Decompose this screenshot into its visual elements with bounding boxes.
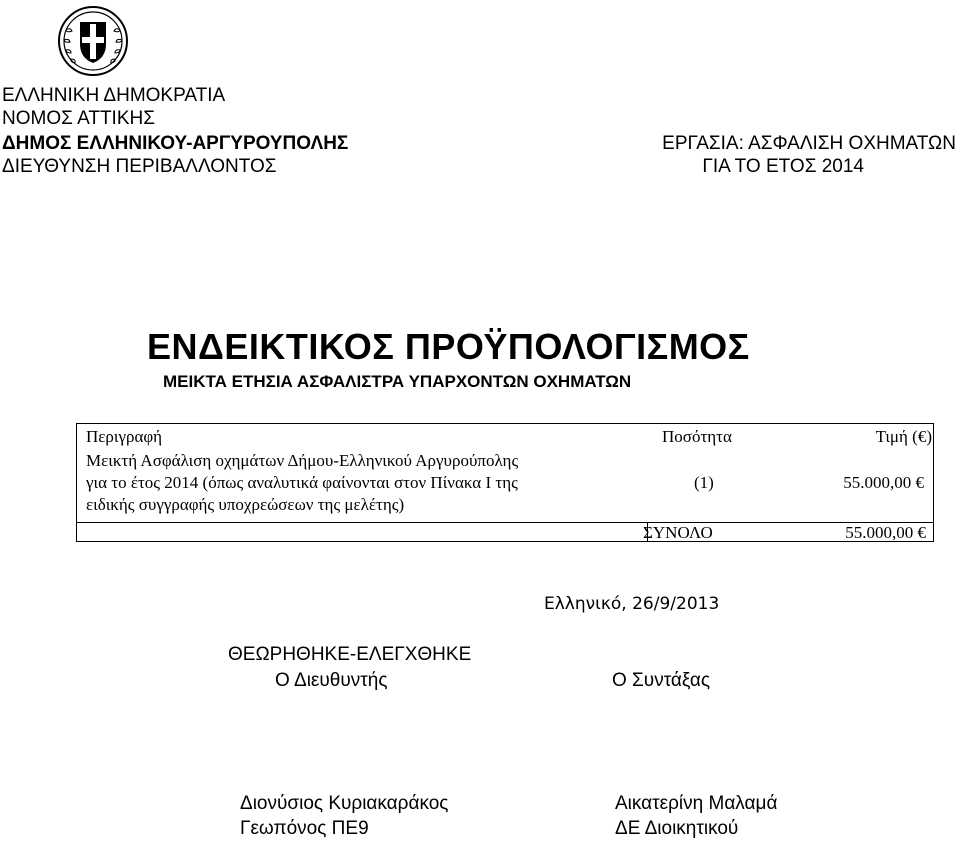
row-description-line3: ειδικής συγγραφής υποχρεώσεων της μελέτης)	[86, 495, 405, 514]
author-role: Ο Συντάξας	[612, 670, 711, 691]
greek-emblem-icon	[56, 4, 130, 78]
director-role: Ο Διευθυντής	[275, 670, 388, 691]
row-description-line1: Μεικτή Ασφάλιση οχημάτων Δήμου-Ελληνικού Αργυρούπολης	[86, 451, 519, 470]
header-line-prefecture: ΝΟΜΟΣ ΑΤΤΙΚΗΣ	[2, 108, 155, 129]
page-title: ΕΝΔΕΙΚΤΙΚΟΣ ΠΡΟΫΠΟΛΟΓΙΣΜΟΣ	[147, 326, 750, 367]
director-name: Διονύσιος Κυριακαράκος	[240, 793, 449, 814]
row-quantity: (1)	[694, 473, 714, 492]
header-project: ΕΡΓΑΣΙΑ: ΑΣΦΑΛΙΣΗ ΟΧΗΜΑΤΩΝ	[662, 133, 956, 154]
column-header-description: Περιγραφή	[86, 427, 163, 446]
column-header-price: Τιμή (€)	[875, 427, 932, 446]
author-name: Αικατερίνη Μαλαμά	[615, 793, 778, 814]
approval-heading: ΘΕΩΡΗΘΗΚΕ-ΕΛΕΓΧΘΗΚΕ	[228, 644, 472, 665]
budget-table	[76, 423, 934, 542]
total-value: 55.000,00 €	[845, 523, 926, 542]
row-description-line2: για το έτος 2014 (όπως αναλυτικά φαίνονται στον Πίνακα Ι της	[86, 473, 518, 492]
header-year: ΓΙΑ ΤΟ ΕΤΟΣ 2014	[702, 156, 864, 177]
table-total-divider	[76, 522, 934, 523]
header-line-country: ΕΛΛΗΝΙΚΗ ΔΗΜΟΚΡΑΤΙΑ	[2, 85, 226, 106]
total-label: ΣΥΝΟΛΟ	[643, 523, 713, 542]
director-title: Γεωπόνος ΠΕ9	[240, 818, 369, 839]
date-line: Ελληνικό, 26/9/2013	[544, 594, 720, 614]
row-price: 55.000,00 €	[843, 473, 924, 492]
author-title: ΔΕ Διοικητικού	[615, 818, 739, 839]
header-line-municipality: ΔΗΜΟΣ ΕΛΛΗΝΙΚΟΥ-ΑΡΓΥΡΟΥΠΟΛΗΣ	[2, 133, 349, 154]
page-subtitle: ΜΕΙΚΤΑ ΕΤΗΣΙΑ ΑΣΦΑΛΙΣΤΡΑ ΥΠΑΡΧΟΝΤΩΝ ΟΧΗΜΑΤΩΝ	[163, 372, 632, 391]
column-header-quantity: Ποσότητα	[662, 427, 732, 446]
header-line-directorate: ΔΙΕΥΘΥΝΣΗ ΠΕΡΙΒΑΛΛΟΝΤΟΣ	[2, 156, 277, 177]
